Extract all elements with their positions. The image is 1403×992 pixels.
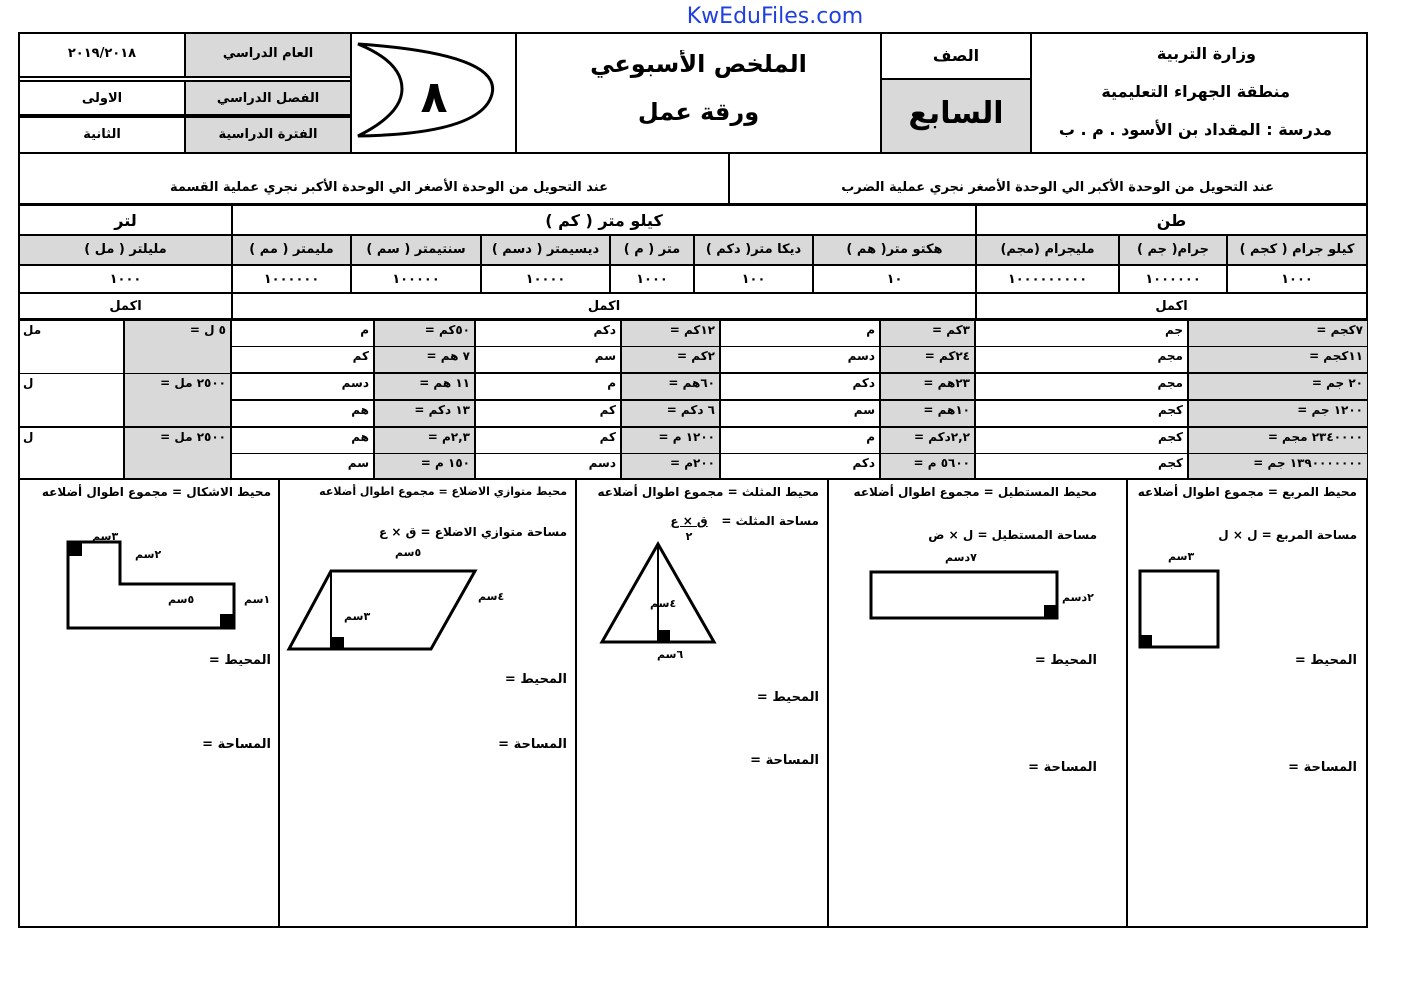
triangle-area-rule: مساحة المثلث = (721, 514, 819, 528)
exercise-question-cell (374, 400, 475, 427)
rectangle-area: المساحة = (1028, 760, 1097, 775)
rectangle-length-label: ٧دسم (945, 551, 977, 564)
volume-unit: مل (23, 323, 42, 337)
parallelogram-perimeter-rule: محيط متوازي الاضلاع = مجموع اطوال أضلاعه (319, 485, 567, 498)
km-header-2: متر ( م ) (623, 242, 681, 257)
exercise-unit: كم (599, 430, 616, 444)
exercise-answer-cell[interactable] (720, 400, 880, 427)
exercise-unit: مجم (1157, 376, 1183, 390)
ton-header-1: جرام( جم ) (1137, 242, 1209, 257)
triangle-height-label: ٤سم (650, 597, 677, 610)
rule-multiply: عند التحويل من الوحدة الأكبر الي الوحدة الأصغر نجري عملية الضرب (841, 180, 1274, 195)
site-header-link[interactable]: KwEduFiles.com (686, 4, 864, 29)
exercise-question-cell (621, 346, 720, 373)
ministry-name: وزارة التربية (1156, 44, 1256, 63)
exercise-question: ١٢٠٠ م = (658, 430, 715, 444)
exercise-unit: سم (853, 403, 875, 417)
semester-label: الفصل الدراسي (216, 91, 320, 106)
exercise-answer-cell[interactable] (975, 400, 1188, 427)
parallelogram-figure-icon (285, 565, 485, 655)
km-value-3: ١٠٠٠٠ (525, 272, 566, 287)
exercise-unit: دسم (588, 456, 616, 470)
km-value-4-box (350, 264, 482, 294)
exercise-question: ١٠هم = (923, 403, 970, 417)
exercise-unit: مجم (1157, 349, 1183, 363)
exercise-unit: كم (352, 349, 369, 363)
triangle-figure-icon (598, 538, 723, 648)
exercise-unit: دكم (593, 323, 616, 337)
exercise-unit: دكم (852, 376, 875, 390)
volume-question: ٢٥٠٠ مل = (160, 376, 226, 390)
liter-value-0-box (18, 264, 233, 294)
composite-area: المساحة = (202, 737, 271, 752)
volume-question: ٢٥٠٠ مل = (160, 430, 226, 444)
complete-label-liter: اكمل (109, 299, 142, 314)
rectangle-perimeter: المحيط = (1034, 653, 1097, 668)
exercise-unit: دكم (852, 456, 875, 470)
grade-value-box (880, 78, 1032, 154)
ton-value-0-box (1226, 264, 1368, 294)
complete-label-ton: اكمل (1155, 299, 1188, 314)
worksheet-subtitle: ورقة عمل (637, 98, 760, 126)
km-header-4-box (350, 234, 482, 266)
liter-header-0: مليلتر ( مل ) (84, 242, 167, 257)
parallelogram-area: المساحة = (498, 737, 567, 752)
period-value: الثانية (83, 127, 121, 142)
ton-header-2-box (975, 234, 1120, 266)
exercise-question-cell (374, 373, 475, 400)
parallelogram-panel (278, 478, 577, 928)
composite-perimeter: المحيط = (208, 653, 271, 668)
composite-step-label: ٢سم (135, 548, 162, 561)
exercise-question: ٦ دكم = (666, 403, 715, 417)
exercise-question-cell (1188, 453, 1368, 480)
triangle-perimeter-rule: محيط المثلث = مجموع اطوال أضلاعه (597, 485, 819, 499)
title-box (515, 32, 882, 154)
composite-right-label: ١سم (244, 593, 271, 606)
grade-value: السابع (908, 96, 1004, 131)
exercise-question-cell (621, 320, 720, 347)
exercise-question: ٢٠ جم = (1311, 376, 1363, 390)
parallelogram-base-label: ٥سم (395, 546, 422, 559)
complete-label-ton-box (975, 292, 1368, 320)
liter-title: لتر (114, 211, 137, 230)
km-header-3: ديسيمتر ( دسم ) (491, 242, 600, 257)
composite-bottom-label: ٥سم (168, 593, 195, 606)
exercise-question: ٢,٢دكم = (914, 430, 970, 444)
exercise-unit: كجم (1157, 403, 1183, 417)
square-side-label: ٣سم (1168, 550, 1195, 563)
ton-header-2: مليجرام (مجم) (1000, 242, 1095, 257)
exercise-question-cell (621, 400, 720, 427)
exercise-answer-cell[interactable] (231, 427, 374, 454)
grade-label: الصف (932, 46, 980, 65)
exercise-answer-cell[interactable] (720, 373, 880, 400)
parallelogram-area-rule: مساحة متوازي الاضلاع = ق × ع (379, 525, 567, 539)
exercise-answer-cell[interactable] (975, 320, 1188, 347)
period-value-box (18, 116, 186, 154)
exercise-answer-cell[interactable] (975, 453, 1188, 480)
km-value-0: ١٠ (886, 272, 903, 287)
exercise-unit: دسم (847, 349, 875, 363)
triangle-perimeter: المحيط = (756, 690, 819, 705)
exercise-question: ٢٣٤٠٠٠٠ مجم = (1267, 430, 1363, 444)
exercise-question-cell (374, 427, 475, 454)
liter-value-0: ١٠٠٠ (109, 272, 142, 287)
rectangle-width-label: ٢دسم (1062, 591, 1094, 604)
rectangle-perimeter-rule: محيط المستطيل = مجموع اطوال أضلاعه (853, 485, 1097, 499)
km-value-3-box (480, 264, 611, 294)
volume-unit: ل (23, 376, 34, 390)
exercise-answer-cell[interactable] (475, 373, 621, 400)
volume-question: ٥ ل = (189, 323, 226, 337)
exercise-question: ١١كجم = (1309, 349, 1363, 363)
exercise-question: ١١ هم = (419, 376, 470, 390)
crescent-logo-icon (352, 34, 515, 152)
exercise-question-cell (621, 373, 720, 400)
exercise-question: ٣كم = (932, 323, 970, 337)
exercise-answer-cell[interactable] (231, 320, 374, 347)
exercise-question-cell (1188, 320, 1368, 347)
rectangle-figure-icon (865, 560, 1065, 620)
km-value-1-box (693, 264, 814, 294)
exercise-answer-cell[interactable] (475, 427, 621, 454)
exercise-question-cell (880, 453, 975, 480)
volume-answer-cell[interactable] (18, 427, 124, 481)
worksheet-title: الملخص الأسبوعي (590, 50, 807, 78)
exercise-answer-cell[interactable] (475, 346, 621, 373)
exercise-question: ١٣ دكم = (414, 403, 470, 417)
exercise-question: ٢٤كم = (924, 349, 970, 363)
exercise-question-cell (374, 453, 475, 480)
rectangle-panel (827, 478, 1128, 928)
exercise-unit: هم (351, 430, 369, 444)
exercise-answer-cell[interactable] (475, 400, 621, 427)
exercise-question: ٢٠٠م = (669, 456, 715, 470)
km-header-4: سنتيمتر ( سم ) (366, 242, 466, 257)
exercise-answer-cell[interactable] (231, 373, 374, 400)
km-value-5-box (231, 264, 352, 294)
exercise-question-cell (880, 373, 975, 400)
composite-top-label: ٣سم (92, 530, 119, 543)
km-header-0: هكتو متر( هم ) (846, 242, 943, 257)
exercise-question-cell (1188, 427, 1368, 454)
year-label: العام الدراسي (222, 46, 314, 61)
district-name: منطقة الجهراء التعليمية (1101, 82, 1290, 101)
km-value-5: ١٠٠٠٠٠٠ (263, 272, 320, 287)
exercise-question: ١٢٠٠ جم = (1297, 403, 1363, 417)
complete-label-km: اكمل (587, 299, 621, 314)
exercise-answer-cell[interactable] (975, 346, 1188, 373)
exercise-answer-cell[interactable] (720, 346, 880, 373)
composite-perimeter-rule: محيط الاشكال = مجموع اطوال أضلاعه (41, 485, 271, 499)
rule-divide: عند التحويل من الوحدة الأصغر الي الوحدة الأكبر نجري عملية القسمة (169, 180, 608, 195)
exercise-question-cell (1188, 400, 1368, 427)
exercise-unit: دسم (341, 376, 369, 390)
triangle-area-denominator: ٢ (685, 530, 693, 543)
exercise-question: ٥٦٠٠ م = (913, 456, 970, 470)
grade-label-box (880, 32, 1032, 80)
triangle-area-numerator: ق × ع (670, 514, 708, 528)
volume-answer-cell[interactable] (18, 373, 124, 427)
volume-question-cell (124, 427, 231, 481)
exercise-unit: م (866, 323, 875, 337)
ton-value-2-box (975, 264, 1120, 294)
km-value-1: ١٠٠ (741, 272, 766, 287)
km-header-1: ديكا متر( دكم ) (705, 242, 802, 257)
km-header-0-box (812, 234, 977, 266)
exercise-question-cell (880, 346, 975, 373)
exercise-answer-cell[interactable] (975, 373, 1188, 400)
exercise-question: ٢,٣م = (427, 430, 470, 444)
exercise-question-cell (880, 400, 975, 427)
km-title: كيلو متر ( كم ) (545, 211, 663, 230)
exercise-unit: كجم (1157, 430, 1183, 444)
rule-divide-box (18, 152, 730, 205)
school-name: مدرسة : المقداد بن الأسود . م . ب (1058, 120, 1332, 139)
exercise-unit: سم (347, 456, 369, 470)
exercise-question-cell (621, 427, 720, 454)
ton-header-0-box (1226, 234, 1368, 266)
exercise-unit: م (607, 376, 616, 390)
exercise-answer-cell[interactable] (720, 427, 880, 454)
exercise-unit: كجم (1157, 456, 1183, 470)
exercise-question: ١٥٠ م = (420, 456, 470, 470)
volume-question-cell (124, 373, 231, 427)
exercise-question-cell (1188, 373, 1368, 400)
liter-title-box (18, 204, 233, 236)
exercise-question-cell (1188, 346, 1368, 373)
exercise-question: ٧ هم = (426, 349, 470, 363)
triangle-area: المساحة = (750, 753, 819, 768)
exercise-unit: م (360, 323, 369, 337)
exercise-unit: سم (594, 349, 616, 363)
exercise-answer-cell[interactable] (720, 320, 880, 347)
exercise-answer-cell[interactable] (475, 453, 621, 480)
ton-title-box (975, 204, 1368, 236)
volume-question-cell (124, 320, 231, 374)
exercise-answer-cell[interactable] (231, 346, 374, 373)
volume-unit: ل (23, 430, 34, 444)
exercise-unit: جم (1164, 323, 1183, 337)
parallelogram-side-label: ٤سم (478, 590, 505, 603)
semester-value-box (18, 80, 186, 116)
km-header-2-box (609, 234, 695, 266)
ton-title: طن (1156, 211, 1187, 230)
complete-label-liter-box (18, 292, 233, 320)
period-label-box (184, 116, 352, 154)
ton-header-1-box (1118, 234, 1228, 266)
ministry-box (1030, 32, 1368, 154)
exercise-question: ٢كم = (677, 349, 715, 363)
exercise-question: ٧كجم = (1316, 323, 1363, 337)
exercise-question: ٦٠هم = (668, 376, 715, 390)
exercise-answer-cell[interactable] (231, 453, 374, 480)
km-header-1-box (693, 234, 814, 266)
exercise-question: ٢٣هم = (923, 376, 970, 390)
exercise-answer-cell[interactable] (720, 453, 880, 480)
liter-header-0-box (18, 234, 233, 266)
km-title-box (231, 204, 977, 236)
complete-label-km-box (231, 292, 977, 320)
parallelogram-height-label: ٣سم (344, 610, 371, 623)
ton-value-1: ١٠٠٠٠٠٠ (1145, 272, 1201, 287)
km-value-2: ١٠٠٠ (636, 272, 668, 287)
rectangle-area-rule: مساحة المستطيل = ل × ض (928, 528, 1097, 542)
exercise-answer-cell[interactable] (231, 400, 374, 427)
exercise-question-cell (374, 320, 475, 347)
logo-box (350, 32, 517, 154)
rule-multiply-box (728, 152, 1368, 205)
ton-header-0: كيلو جرام ( كجم ) (1239, 242, 1355, 257)
square-area-rule: مساحة المربع = ل × ل (1218, 528, 1357, 542)
ton-value-1-box (1118, 264, 1228, 294)
km-value-4: ١٠٠٠٠٠ (392, 272, 440, 287)
exercise-answer-cell[interactable] (475, 320, 621, 347)
square-perimeter-rule: محيط المربع = مجموع اطوال أضلاعه (1137, 485, 1357, 499)
year-label-box (184, 32, 352, 78)
km-value-2-box (609, 264, 695, 294)
square-perimeter: المحيط = (1294, 653, 1357, 668)
exercise-question-cell (880, 320, 975, 347)
exercise-question-cell (621, 453, 720, 480)
exercise-unit: م (866, 430, 875, 444)
volume-answer-cell[interactable] (18, 320, 124, 374)
logo-number: ٨ (420, 72, 448, 123)
semester-value: الاولى (81, 91, 123, 106)
exercise-question: ١٢كم = (669, 323, 715, 337)
exercise-question-cell (374, 346, 475, 373)
semester-label-box (184, 80, 352, 116)
square-area: المساحة = (1288, 760, 1357, 775)
km-value-0-box (812, 264, 977, 294)
ton-value-0: ١٠٠٠ (1281, 272, 1313, 287)
ton-value-2: ١٠٠٠٠٠٠٠٠٠ (1007, 272, 1088, 287)
km-header-5-box (231, 234, 352, 266)
exercise-question-cell (880, 427, 975, 454)
year-value: ٢٠١٩/٢٠١٨ (67, 46, 137, 61)
parallelogram-perimeter: المحيط = (504, 672, 567, 687)
year-value-box (18, 32, 186, 78)
km-header-5: مليمتر ( مم ) (249, 242, 334, 257)
triangle-base-label: ٦سم (657, 648, 684, 661)
exercise-unit: كم (599, 403, 616, 417)
exercise-answer-cell[interactable] (975, 427, 1188, 454)
period-label: الفترة الدراسية (218, 127, 318, 142)
exercise-question: ٥٠كم = (424, 323, 470, 337)
exercise-unit: هم (351, 403, 369, 417)
exercise-question: ١٣٩٠٠٠٠٠٠٠ جم = (1253, 456, 1363, 470)
km-header-3-box (480, 234, 611, 266)
